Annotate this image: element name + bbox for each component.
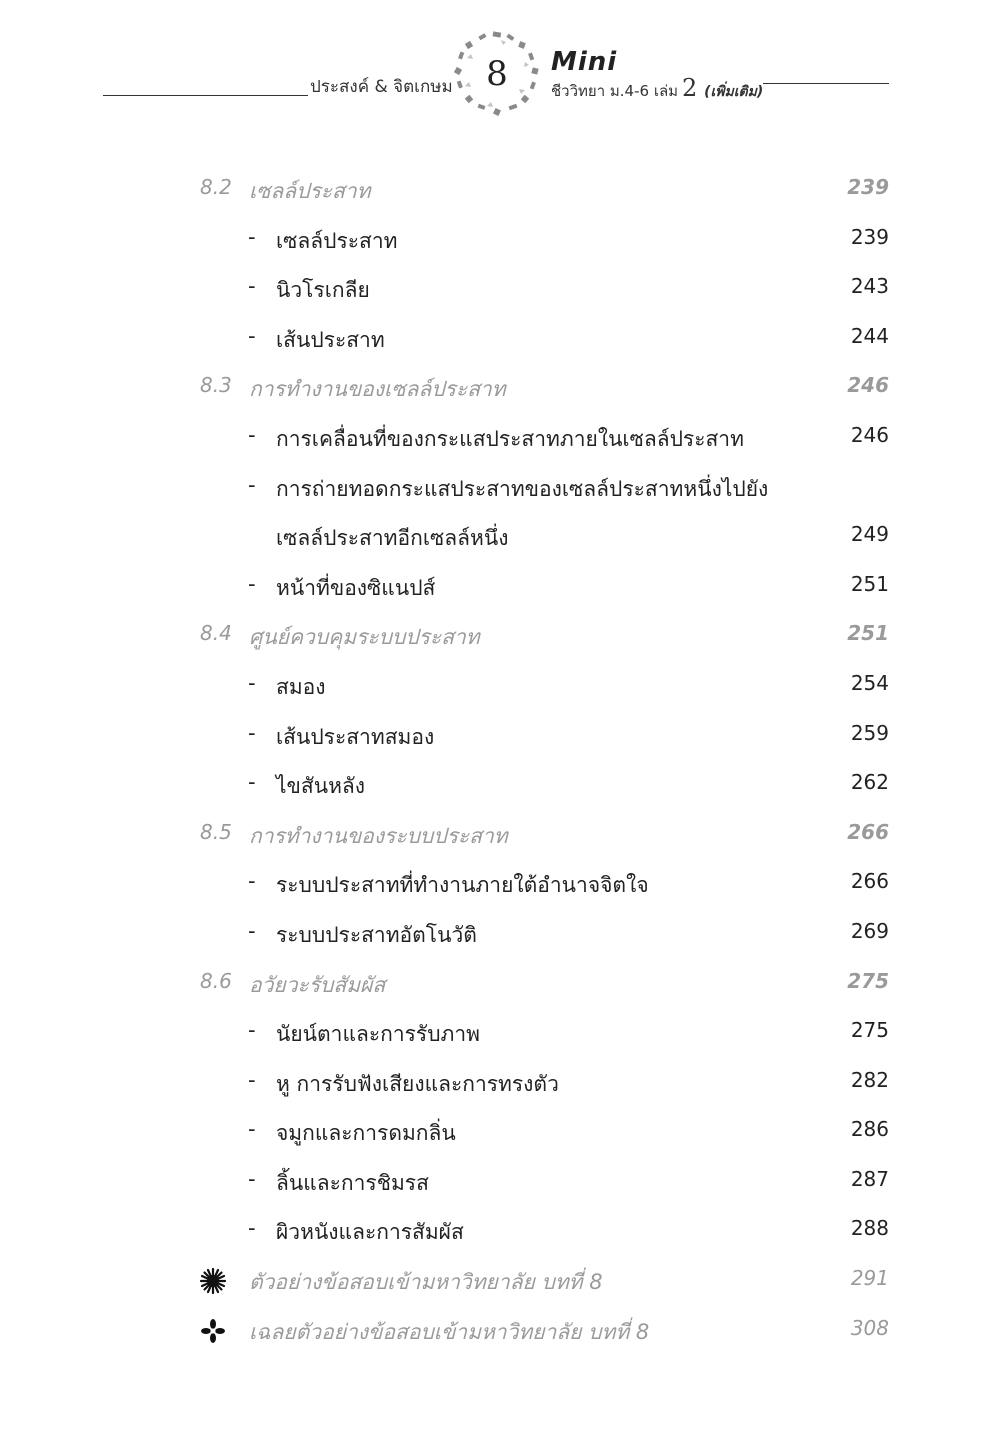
item-page: 275 (850, 1018, 889, 1043)
item-dash: - (248, 274, 256, 299)
item-page: 249 (850, 522, 889, 547)
section-title: ศูนย์ควบคุมระบบประสาท (249, 625, 480, 650)
section-page: 251 (847, 621, 889, 646)
brand-logo: Mini (551, 47, 618, 77)
toc-section-8-4 (0, 611, 992, 661)
toc-item (0, 215, 992, 265)
item-page: 288 (850, 1216, 889, 1241)
toc-item (0, 760, 992, 810)
toc-item-continuation (0, 512, 992, 562)
item-dash: - (248, 869, 256, 894)
section-number: 8.2 (200, 175, 232, 199)
item-page: 239 (850, 224, 889, 249)
section-page: 246 (847, 373, 889, 398)
item-title: เซลล์ประสาทอีกเซลล์หนึ่ง (276, 526, 509, 551)
item-dash: - (248, 571, 256, 596)
item-dash: - (248, 1067, 256, 1092)
toc-item (0, 1107, 992, 1157)
item-page: 287 (850, 1166, 889, 1191)
toc-item (0, 562, 992, 612)
subtitle-text: ชีววิทยา ม.4-6 เล่ม (551, 82, 679, 100)
toc-item (0, 1058, 992, 1108)
toc-item (0, 1157, 992, 1207)
section-number: 8.6 (200, 968, 232, 993)
toc-item (0, 909, 992, 959)
book-subtitle (551, 74, 764, 102)
toc-item (0, 314, 992, 364)
section-title: เซลล์ประสาท (249, 179, 371, 203)
section-page: 275 (847, 968, 889, 993)
section-title: การทำงานของเซลล์ประสาท (249, 377, 506, 402)
item-title: ผิวหนังและการสัมผัส (276, 1220, 464, 1245)
item-dash: - (248, 323, 256, 348)
header-authors: ประสงค์ & จิตเกษม (310, 77, 453, 97)
item-title: การเคลื่อนที่ของกระแสประสาทภายในเซลล์ประสาท (276, 426, 744, 451)
toc-item (0, 661, 992, 711)
item-dash: - (248, 918, 256, 943)
toc-item (0, 1206, 992, 1256)
page-number: 8 (486, 54, 508, 94)
toc-exam-answers (0, 1306, 992, 1356)
item-page: 282 (850, 1067, 889, 1092)
item-title: หน้าที่ของซิแนปส์ (276, 575, 436, 600)
toc-exam-questions (0, 1256, 992, 1306)
item-dash: - (248, 670, 256, 695)
item-title: การถ่ายทอดกระแสประสาทของเซลล์ประสาทหนึ่งไปยัง (276, 476, 769, 501)
toc-section-8-6 (0, 959, 992, 1009)
item-page: 262 (850, 770, 889, 795)
item-title: นัยน์ตาและการรับภาพ (276, 1022, 481, 1047)
section-number: 8.4 (200, 621, 232, 646)
toc-item (0, 1008, 992, 1058)
four-leaf-icon (199, 1317, 227, 1345)
item-dash: - (248, 1117, 256, 1142)
answers-page: 308 (850, 1315, 889, 1340)
item-page: 269 (850, 918, 889, 943)
page-header (0, 0, 992, 130)
item-page: 286 (850, 1117, 889, 1142)
volume-note: (เพิ่มเติม) (704, 84, 764, 100)
item-page: 251 (850, 571, 889, 596)
item-page: 254 (850, 670, 889, 695)
item-title: ระบบประสาทอัตโนวัติ (276, 922, 477, 947)
volume-number: 2 (682, 74, 698, 102)
exam-page: 291 (850, 1266, 889, 1291)
starburst-icon (199, 1267, 227, 1295)
item-title: นิวโรเกลีย (276, 278, 370, 303)
item-page: 243 (850, 274, 889, 299)
item-title: สมอง (276, 674, 326, 699)
toc-section-8-3 (0, 363, 992, 413)
item-dash: - (248, 224, 256, 249)
toc-item (0, 711, 992, 761)
item-page: 246 (850, 422, 889, 447)
item-dash: - (248, 472, 256, 497)
item-dash: - (248, 1018, 256, 1043)
item-dash: - (248, 770, 256, 795)
answers-title: เฉลยตัวอย่างข้อสอบเข้ามหาวิทยาลัย บทที่ 8 (249, 1319, 650, 1344)
item-title: หู การรับฟังเสียงและการทรงตัว (276, 1071, 559, 1096)
section-page: 239 (847, 175, 889, 199)
toc-item (0, 264, 992, 314)
item-dash: - (248, 422, 256, 447)
item-page: 266 (850, 869, 889, 894)
section-number: 8.3 (200, 373, 232, 398)
section-page: 266 (847, 819, 889, 844)
item-title: จมูกและการดมกลิ่น (276, 1121, 456, 1146)
header-rule-left (103, 95, 308, 96)
toc-item (0, 413, 992, 463)
item-page: 244 (850, 323, 889, 348)
item-title: เส้นประสาท (276, 327, 385, 352)
page-number-badge (451, 28, 543, 120)
item-title: ไขสันหลัง (276, 774, 366, 799)
item-dash: - (248, 1166, 256, 1191)
section-title: อวัยวะรับสัมผัส (249, 972, 386, 997)
item-title: เซลล์ประสาท (276, 228, 398, 253)
toc-section-8-5 (0, 810, 992, 860)
item-dash: - (248, 720, 256, 745)
toc-item (0, 859, 992, 909)
item-title: ระบบประสาทที่ทำงานภายใต้อำนาจจิตใจ (276, 873, 649, 898)
section-number: 8.5 (200, 819, 232, 844)
section-title: การทำงานของระบบประสาท (249, 823, 508, 848)
item-dash: - (248, 1216, 256, 1241)
header-rule-right (763, 83, 889, 84)
toc-section-8-2 (0, 165, 992, 215)
table-of-contents (0, 165, 992, 1355)
item-title: ลิ้นและการชิมรส (276, 1170, 429, 1195)
exam-title: ตัวอย่างข้อสอบเข้ามหาวิทยาลัย บทที่ 8 (249, 1270, 603, 1295)
item-page: 259 (850, 720, 889, 745)
item-title: เส้นประสาทสมอง (276, 724, 435, 749)
toc-item (0, 463, 992, 513)
